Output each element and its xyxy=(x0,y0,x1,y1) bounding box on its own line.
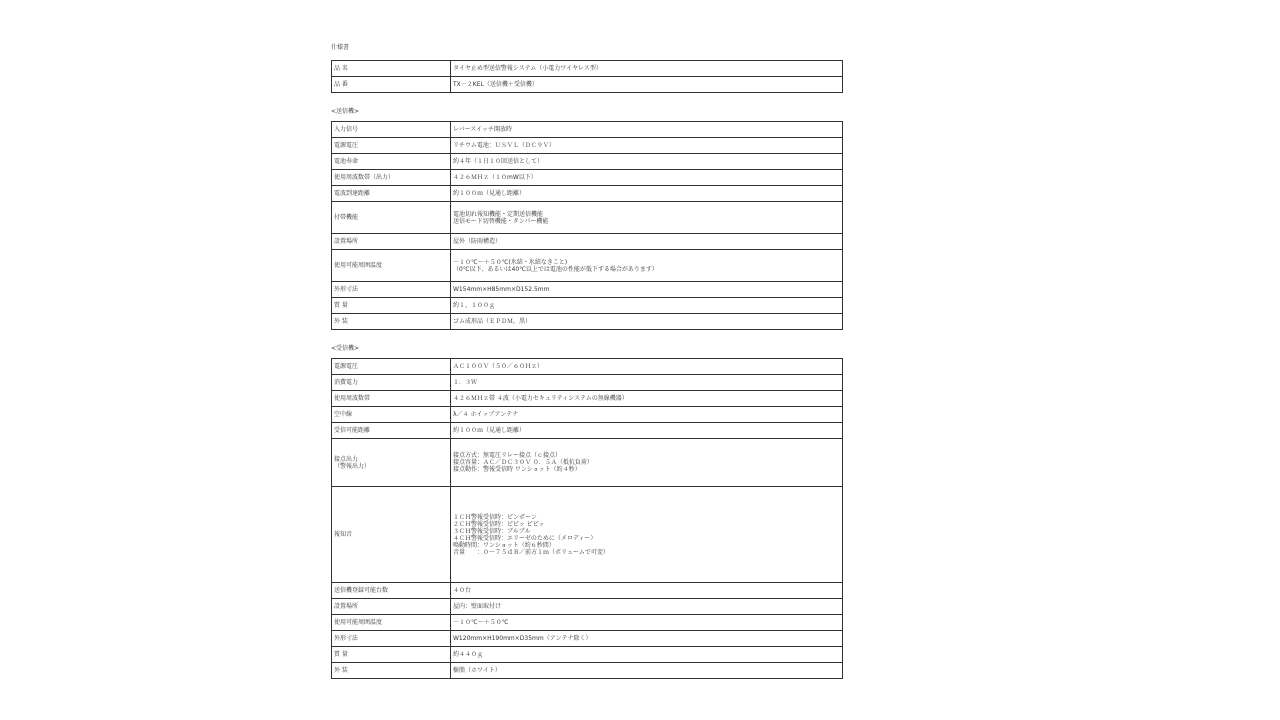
table-row xyxy=(332,375,843,391)
row-label: 入力信号 xyxy=(332,122,451,138)
row-value: λ／４ ホイップアンテナ xyxy=(451,407,843,423)
row-label: 品 番 xyxy=(332,77,451,93)
row-label: 使用周波数帯 xyxy=(332,391,451,407)
row-value: タイヤ止め型送信警報システム（小電力ワイヤレス型） xyxy=(451,61,843,77)
table-row xyxy=(332,298,843,314)
row-value: 屋外（防雨構造） xyxy=(451,234,843,250)
row-value: W154mm×H85mm×D152.5mm xyxy=(451,282,843,298)
row-label: 空中線 xyxy=(332,407,451,423)
row-label: 電池寿命 xyxy=(332,154,451,170)
table-row xyxy=(332,407,843,423)
row-value: 約１，１００ｇ xyxy=(451,298,843,314)
section-title: <受信機> xyxy=(331,345,360,352)
table-row xyxy=(332,314,843,330)
row-label: 電波到達距離 xyxy=(332,186,451,202)
spec-section xyxy=(331,108,843,330)
row-value: 屋内：壁面取付け xyxy=(451,599,843,615)
row-value: リチウム電池：ＵＳＶＬ（ＤＣ９Ｖ） xyxy=(451,138,843,154)
row-value: １ＣＨ警報受信時：ピンポーン ２ＣＨ警報受信時：ピピッ ピピッ ３ＣＨ警報受信時：ブルブル ４ＣＨ警報受信時：エリーゼのために（メロディー） 鳴動時間：ワンショット（約６秒間） 音量 ：０～７５ｄＢ／前方１ｍ（ボリュームで可変） xyxy=(451,487,843,583)
table-row xyxy=(332,663,843,679)
table-row xyxy=(332,439,843,487)
row-label: 使用可能周囲温度 xyxy=(332,250,451,282)
row-value: 接点方式：無電圧リレー接点（ｃ接点） 接点容量：ＡＣ／ＤＣ３０Ｖ ０．５Ａ（抵抗負荷） 接点動作：警報受信時 ワンショット（約４秒） xyxy=(451,439,843,487)
row-value: －１０℃～＋５０℃ xyxy=(451,615,843,631)
table-row xyxy=(332,186,843,202)
table-row xyxy=(332,202,843,234)
row-label: 電源電圧 xyxy=(332,138,451,154)
row-value: 樹脂（ホワイト） xyxy=(451,663,843,679)
row-value: －１０℃～＋５０℃(氷結・氷結なきこと) （0℃以下、あるいは40℃以上では電池の性能が低下する場合があります） xyxy=(451,250,843,282)
row-value: 約１００ｍ（見通し距離） xyxy=(451,423,843,439)
row-value: TX－２KEL（送信機＋受信機） xyxy=(451,77,843,93)
row-label: 送信機登録可能台数 xyxy=(332,583,451,599)
spec-section xyxy=(331,44,843,93)
table-row xyxy=(332,647,843,663)
table-row xyxy=(332,234,843,250)
row-label: 外 装 xyxy=(332,314,451,330)
row-value: ＡＣ１００Ｖ（５０／６０Ｈｚ） xyxy=(451,359,843,375)
table-row xyxy=(332,631,843,647)
table-row xyxy=(332,170,843,186)
row-label: 質 量 xyxy=(332,647,451,663)
section-title: 仕様書 xyxy=(331,44,350,51)
table-row xyxy=(332,138,843,154)
section-title: <送信機> xyxy=(331,108,360,115)
table-row xyxy=(332,282,843,298)
row-label: 外形寸法 xyxy=(332,282,451,298)
table-row xyxy=(332,359,843,375)
row-label: 付帯機能 xyxy=(332,202,451,234)
row-label: 使用可能周囲温度 xyxy=(332,615,451,631)
row-label: 設置場所 xyxy=(332,599,451,615)
table-row xyxy=(332,583,843,599)
row-value: 約４年（１日１０回送信として） xyxy=(451,154,843,170)
row-label: 質 量 xyxy=(332,298,451,314)
table-row xyxy=(332,615,843,631)
row-value: １．３Ｗ xyxy=(451,375,843,391)
row-value: ４２６ＭＨｚ（１０mW以下） xyxy=(451,170,843,186)
row-value: ４２６ＭＨｚ帯 ４波（小電力セキュリティシステムの無線機器） xyxy=(451,391,843,407)
table-row xyxy=(332,391,843,407)
row-label: 電源電圧 xyxy=(332,359,451,375)
row-value: W120mm×H190mm×D35mm（アンテナ除く） xyxy=(451,631,843,647)
table-row xyxy=(332,122,843,138)
row-label: 使用周波数帯（出力） xyxy=(332,170,451,186)
spec-table xyxy=(331,121,843,330)
table-row xyxy=(332,61,843,77)
row-value: 約４４０ｇ xyxy=(451,647,843,663)
row-label: 品 名 xyxy=(332,61,451,77)
spec-document xyxy=(331,44,843,679)
row-value: 電池切れ報知機能・定期送信機能 送信モード切替機能・タンパー機能 xyxy=(451,202,843,234)
spec-section xyxy=(331,345,843,679)
table-row xyxy=(332,77,843,93)
table-row xyxy=(332,487,843,583)
row-value: ４０台 xyxy=(451,583,843,599)
row-value: 約１００ｍ（見通し距離） xyxy=(451,186,843,202)
table-row xyxy=(332,250,843,282)
row-label: 接点出力 （警報出力） xyxy=(332,439,451,487)
row-label: 受信可能距離 xyxy=(332,423,451,439)
row-label: 消費電力 xyxy=(332,375,451,391)
spec-table xyxy=(331,60,843,93)
row-label: 外形寸法 xyxy=(332,631,451,647)
table-row xyxy=(332,154,843,170)
spec-table xyxy=(331,358,843,679)
row-value: レバースイッチ開放時 xyxy=(451,122,843,138)
table-row xyxy=(332,599,843,615)
row-label: 設置場所 xyxy=(332,234,451,250)
table-row xyxy=(332,423,843,439)
row-label: 外 装 xyxy=(332,663,451,679)
row-label: 報知音 xyxy=(332,487,451,583)
row-value: ゴム成形品（ＥＰＤＭ，黒） xyxy=(451,314,843,330)
